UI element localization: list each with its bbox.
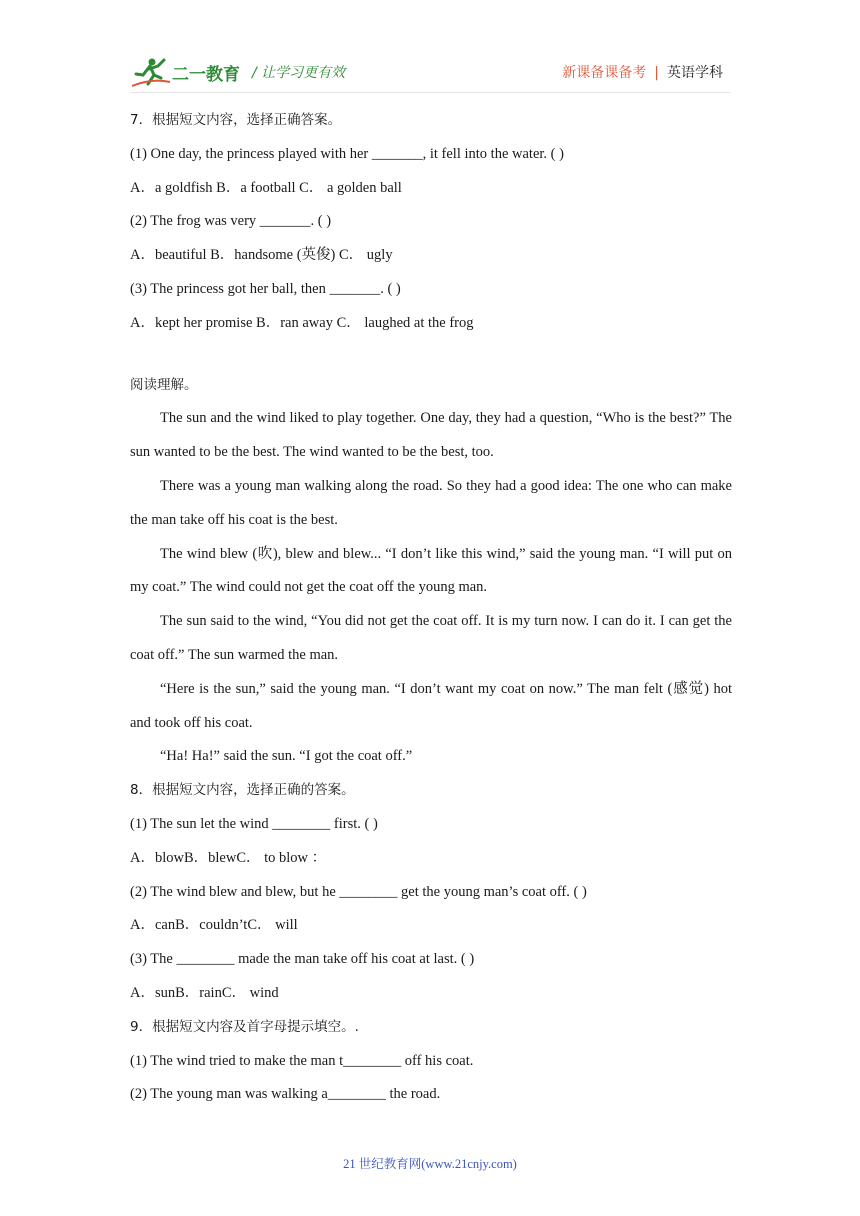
q8-stem-3: (3) The ________ made the man take off his coat at last. ( ) [130, 951, 475, 968]
logo-text: 二一教育 [172, 65, 240, 85]
q7-stem-1: (1) One day, the princess played with her _______, it fell into the water. ( ) [130, 145, 564, 162]
q7-stem-3: (3) The princess got her ball, then _______. ( ) [130, 280, 401, 297]
page-footer: 21 世纪教育网(www.21cnjy.com) [343, 1157, 517, 1171]
q8-stem-2: (2) The wind blew and blew, but he ________ get the young man’s coat off. ( ) [130, 883, 587, 900]
exam-label: 新课备课备考 [562, 65, 647, 81]
slogan: / 让学习更有效 [252, 65, 346, 81]
q8-title: 8．根据短文内容，选择正确的答案。 [130, 782, 355, 799]
header-right [562, 62, 723, 82]
logo [130, 56, 250, 90]
q9-title: 9．根据短文内容及首字母提示填空。. [130, 1018, 359, 1035]
q7-title: 7．根据短文内容，选择正确答案。 [130, 112, 342, 128]
page-header [0, 0, 860, 100]
header-separator: | [654, 65, 659, 81]
q7-stem-2: (2) The frog was very _______. ( ) [130, 213, 332, 230]
reading-title: 阅读理解。 [130, 376, 198, 393]
reading-paragraph-3: The wind blew (吹), blew and blew... “I don’t like this wind,” said the young man. “I will put on my coat.” The wind could not get the coat off the young man. [130, 545, 732, 596]
q7-options-1: A．a goldfish B．a football C． a golden ball [130, 179, 402, 196]
runner-icon [132, 59, 170, 87]
q7-options-2: A．beautiful B．handsome (英俊) C． ugly [130, 247, 393, 264]
reading-paragraph-4: The sun said to the wind, “You did not get the coat off. It is my turn now. I can do it. I can get the coat off.” The sun warmed the man. [130, 613, 732, 663]
q8-options-2: A．canB．couldn’tC． will [130, 917, 298, 934]
reading-paragraph-1: The sun and the wind liked to play together. One day, they had a question, “Who is the best?” The sun wanted to be the best. The wind wanted to be the best, too. [130, 410, 732, 461]
q8-options-3: A．sunB．rainC． wind [130, 984, 279, 1001]
reading-paragraph-2: There was a young man walking along the road. So they had a good idea: The one who can make the man take off his coat is the best. [130, 477, 732, 528]
q9-item-2: (2) The young man was walking a________ the road. [130, 1086, 441, 1103]
header-divider [130, 92, 730, 93]
reading-paragraph-6: “Ha! Ha!” said the sun. “I got the coat off.” [160, 748, 413, 765]
q7-options-3: A．kept her promise B．ran away C． laughed at the frog [130, 314, 474, 331]
subject-label: 英语学科 [667, 65, 723, 81]
q9-item-1: (1) The wind tried to make the man t________ off his coat. [130, 1052, 474, 1069]
document-body [130, 104, 732, 1112]
reading-paragraph-5: “Here is the sun,” said the young man. “I don’t want my coat on now.” The man felt (感觉) hot and took off his coat. [130, 680, 732, 731]
q8-options-1: A．blowB．blewC． to blow ： [130, 849, 327, 866]
section-gap [130, 341, 732, 369]
q8-stem-1: (1) The sun let the wind ________ first. ( ) [130, 815, 378, 832]
